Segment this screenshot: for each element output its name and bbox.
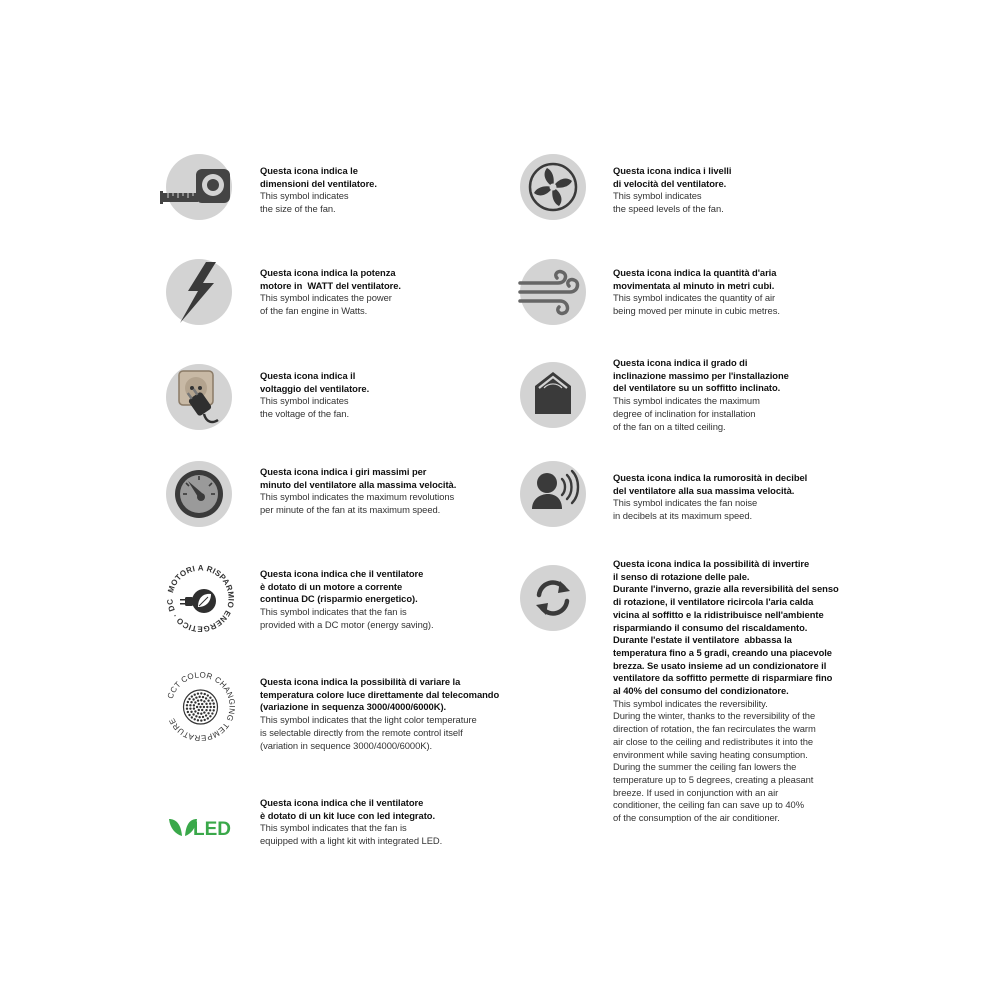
cct-dot xyxy=(201,709,203,711)
cct-dot xyxy=(194,718,196,720)
cct-dot xyxy=(198,703,200,705)
cct-dot xyxy=(201,703,203,705)
info-text-cct: Questa icona indica la possibilità di variare la temperatura colore luce direttamente dal telecomando (variazione in sequenza 3000/4000/6000K). This symbol indicates that the light color temperature is selectable directly from the remote control itself (variation in sequence 3000/4000/6000K). xyxy=(260,676,500,751)
cct-dot xyxy=(197,712,199,714)
led-logo-text: LED xyxy=(193,819,231,840)
cct-dot xyxy=(189,704,191,706)
cct-dot xyxy=(207,700,209,702)
cct-dot xyxy=(188,698,190,700)
cct-dot xyxy=(205,703,207,705)
cct-dot xyxy=(200,699,202,701)
cct-dot xyxy=(204,693,206,695)
cct-dot xyxy=(206,706,208,708)
cct-color-changing-badge-icon xyxy=(163,669,238,744)
cct-dot xyxy=(213,706,215,708)
cct-dot xyxy=(200,692,202,694)
cct-dot xyxy=(207,717,209,719)
cct-dot xyxy=(197,719,199,721)
cct-dot xyxy=(189,707,191,709)
info-text-dc-motor: Questa icona indica che il ventilatore è dotato di un motore a corrente continua DC (risparmio energetico). This symbol indicates that the fan is provided with a DC motor (energy saving). xyxy=(260,568,434,630)
cct-dot xyxy=(202,696,204,698)
cct-dot xyxy=(193,704,195,706)
cct-dot xyxy=(191,695,193,697)
cct-dot xyxy=(192,698,194,700)
cct-dot xyxy=(186,708,188,710)
cct-dot xyxy=(203,700,205,702)
cct-dot xyxy=(186,704,188,706)
cct-dot xyxy=(198,696,200,698)
cct-dot xyxy=(195,696,197,698)
cct-dot xyxy=(203,706,205,708)
cct-dot xyxy=(187,701,189,703)
cct-dot xyxy=(209,702,211,704)
reverse-rotation-arrows-icon xyxy=(520,565,586,631)
cct-dot xyxy=(196,706,198,708)
cct-dot xyxy=(205,697,207,699)
cct-dot xyxy=(200,719,202,721)
info-text-noise: Questa icona indica la rumorosità in decibel del ventilatore alla sua massima velocità. This symbol indicates the fan noise in decibels at its maximum speed. xyxy=(613,472,808,522)
cct-dot xyxy=(209,715,211,717)
dc-badge-text: MOTORI A RISPARMIO ENERGETICO · DC xyxy=(165,563,236,634)
cct-dot xyxy=(199,706,201,708)
cct-dot xyxy=(203,711,205,713)
cct-dot xyxy=(198,709,200,711)
cct-dot xyxy=(209,709,211,711)
cct-dot xyxy=(207,694,209,696)
info-text-inclination: Questa icona indica il grado di inclinazione massimo per l'installazione del ventilatore su un soffitto inclinato. This symbol indicates the maximum degree of inclination for installation of the fan on a tilted ceiling. xyxy=(613,357,789,432)
cct-dot xyxy=(211,699,213,701)
cct-dot xyxy=(205,714,207,716)
tilted-ceiling-house-icon xyxy=(520,362,586,428)
cct-dot xyxy=(210,706,212,708)
info-text-voltage: Questa icona indica il voltaggio del ventilatore. This symbol indicates the voltage of the fan. xyxy=(260,370,370,420)
cct-dot xyxy=(205,709,207,711)
info-text-led: Questa icona indica che il ventilatore è dotato di un kit luce con led integrato. This symbol indicates that the fan is equipped with a light kit with integrated LED. xyxy=(260,797,443,847)
info-text-reversibility: Questa icona indica la possibilità di invertire il senso di rotazione delle pale. Durante l'inverno, grazie alla reversibilità del senso di rotazione, il ventilatore ricircola l'aria calda vicina al soffitto e la ridistribuisce nell'ambiente risparmiando il consumo del riscaldamento. Durante l'estate il ventilatore abbassa la temperatura fino a 5 gradi, creando una piacevole brezza. Se usato insieme ad un condizionatore il ventilatore da soffitto permette di risparmiare fino al 40% del consumo del condizionatore. This symbol indicates the reversibility. During the winter, thanks to the reversibility of the direction of rotation, the fan recirculates the warm air close to the ceiling and redistributes it into the environment while saving heating consumption. During the summer the ceiling fan lowers the temperature up to 5 degrees, creating a pleasant breeze. If used in conjunction with an air conditioner, the ceiling fan can save up to 40% of the consumption of the air conditioner. xyxy=(613,558,839,824)
info-text-airflow: Questa icona indica la quantità d'aria movimentata al minuto in metri cubi. This symbol indicates the quantity of air being moved per minute in cubic metres. xyxy=(613,267,780,317)
info-text-rpm: Questa icona indica i giri massimi per minuto del ventilatore alla massima velocità. This symbol indicates the maximum revolutions per minute of the fan at its maximum speed. xyxy=(260,466,457,516)
cct-dot xyxy=(202,716,204,718)
cct-dot xyxy=(188,714,190,716)
cct-dot xyxy=(193,707,195,709)
led-logo-icon xyxy=(166,810,236,844)
wind-airflow-icon xyxy=(520,259,586,325)
cct-dot xyxy=(190,701,192,703)
fan-speed-icon xyxy=(520,154,586,220)
cct-dot xyxy=(187,711,189,713)
cct-dot xyxy=(197,692,199,694)
cct-dot xyxy=(209,696,211,698)
info-text-power: Questa icona indica la potenza motore in WATT del ventilatore. This symbol indicates the power of the fan engine in Watts. xyxy=(260,267,401,317)
tape-measure-icon xyxy=(166,154,232,220)
cct-dot xyxy=(190,711,192,713)
cct-dot xyxy=(204,719,206,721)
cct-dot xyxy=(194,693,196,695)
cct-dot xyxy=(192,713,194,715)
cct-dot xyxy=(211,712,213,714)
cct-dot xyxy=(198,716,200,718)
speedometer-gauge-icon xyxy=(166,461,232,527)
cct-badge-text: CCT COLOR CHANGING TEMPERATURE xyxy=(165,670,237,743)
person-sound-noise-icon xyxy=(520,461,586,527)
cct-dot xyxy=(207,712,209,714)
cct-dot xyxy=(191,716,193,718)
info-text-size: Questa icona indica le dimensioni del ventilatore. This symbol indicates the size of the fan. xyxy=(260,165,377,215)
cct-dot xyxy=(200,713,202,715)
cct-dot xyxy=(212,709,214,711)
power-socket-plug-icon xyxy=(166,364,232,430)
cct-dot xyxy=(195,715,197,717)
info-text-speed: Questa icona indica i livelli di velocità del ventilatore. This symbol indicates the speed levels of the fan. xyxy=(613,165,732,215)
cct-dot xyxy=(194,701,196,703)
cct-dot xyxy=(194,710,196,712)
cct-dot xyxy=(212,702,214,704)
cct-dot xyxy=(197,699,199,701)
lightning-bolt-icon xyxy=(166,259,232,325)
dc-motor-energy-saving-badge-icon xyxy=(163,561,238,636)
